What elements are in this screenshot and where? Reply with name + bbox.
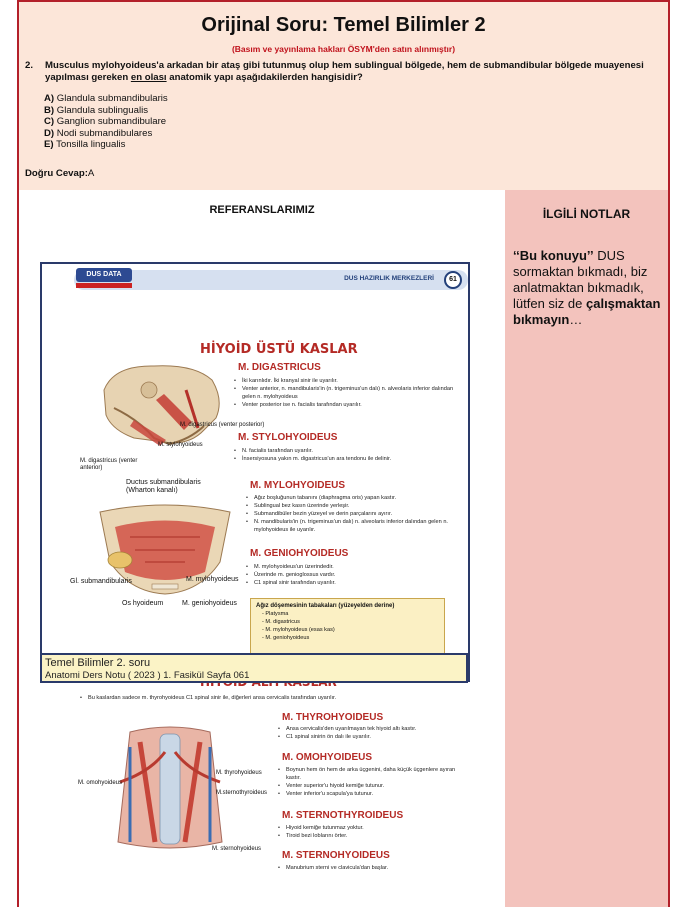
option-c[interactable] — [44, 116, 168, 128]
label-mylohyoideus: M. mylohyoideus — [186, 576, 239, 583]
main-title: HİYOİD ÜSTÜ KASLAR — [200, 342, 358, 357]
page-title: Orijinal Soru: Temel Bilimler 2 — [201, 14, 486, 36]
section-title-sternohyoideus: M. STERNOHYOIDEUS — [282, 850, 390, 861]
option-letter: A) — [44, 93, 55, 104]
bullets-thyrohyoideus — [278, 725, 468, 741]
option-a[interactable] — [44, 93, 168, 105]
option-text: Nodi submandibulares — [56, 127, 153, 139]
notes-bold-phrase: çalışmaktan bıkmayın — [513, 296, 661, 327]
option-letter: D) — [44, 127, 55, 139]
bullet: • Tiroid bezi loblarını örter. — [278, 832, 468, 840]
question-stem — [25, 60, 645, 84]
notes-text-part1: DUS sormaktan bıkmadı, biz anlatmaktan bıkmadık, lütfen siz de — [513, 248, 648, 311]
reference-page — [40, 262, 470, 882]
references-heading: REFERANSLARIMIZ — [209, 204, 315, 216]
logo-stripe — [76, 283, 132, 288]
notes-heading: İLGİLİ NOTLAR — [542, 207, 631, 221]
answer-value: A — [87, 168, 95, 179]
bullets-geniohyoideus — [246, 563, 466, 587]
skull-illustration — [94, 360, 234, 452]
notes-quote: ‘‘Bu konuyu’’ — [513, 248, 594, 263]
note-box-title: Ağız döşemesinin tabakaları (yüzeyelden derine) — [256, 603, 395, 609]
dus-data-logo — [76, 268, 132, 290]
option-letter: C) — [44, 116, 55, 128]
option-text: Glandula submandibularis — [56, 93, 168, 104]
question-text-part1: Musculus mylohyoideus'a arkadan bir ataş gibi tutunmuş olup hem sublingual bölgede, hem de submandibular bölgede muayenesi yapılması gereken — [45, 60, 644, 83]
option-d[interactable] — [44, 128, 168, 140]
bullets-mylohyoideus — [246, 494, 466, 534]
section-title-omohyoideus: M. OMOHYOIDEUS — [282, 752, 373, 763]
label-sternohyoideus: M. sternohyoideus — [212, 846, 262, 852]
label-gl-submandibularis: Gl. submandibularis — [70, 578, 132, 585]
question-panel — [19, 2, 668, 190]
note-box-item: - M. digastricus — [262, 619, 300, 625]
bullet: • Ansa cervicalis'den uyarılmayan tek hiyoid altı kastır. — [278, 725, 468, 733]
bullet: • Venter inferior'u scapula'ya tutunur. — [278, 790, 468, 798]
options-list — [44, 93, 168, 151]
section-title-mylohyoideus: M. MYLOHYOIDEUS — [250, 480, 346, 491]
copyright-note: (Basım ve yayınlama hakları ÖSYM'den satın alınmıştır) — [231, 44, 456, 54]
reference-caption — [40, 653, 468, 683]
answer-label: Doğru Cevap: — [25, 168, 88, 179]
bullets-stylohyoideus — [234, 447, 464, 463]
bullets-digastricus — [234, 377, 464, 409]
bullet: • Hiyoid kemiğe tutunmaz yoktur. — [278, 824, 468, 832]
question-text — [45, 60, 645, 84]
bullet: • N. mandibularis'in (n. trigeminus'un dalı) n. alveolaris inferior dalından gelen n. mylohyoideus ile uyarılır. — [246, 518, 466, 534]
caption-line1: Temel Bilimler 2. soru — [45, 657, 151, 669]
page-banner — [74, 270, 468, 290]
question-text-part2: anatomik yapı aşağıdakilerden hangisidir? — [166, 72, 363, 83]
notes-column — [505, 190, 668, 907]
neck-illustration — [110, 722, 230, 852]
label-os-hyoideum: Os hyoideum — [122, 600, 164, 607]
note-box-item: - Platysma — [262, 611, 289, 617]
option-e[interactable] — [44, 139, 168, 151]
logo-text: DUS DATA — [76, 268, 132, 282]
correct-answer — [25, 168, 94, 179]
caption-line2: Anatomi Ders Notu ( 2023 ) 1. Fasikül Sayfa 061 — [45, 670, 250, 681]
bullets-sternohyoideus — [278, 864, 468, 872]
note-box-item: - M. geniohyoideus — [262, 635, 310, 641]
bullet: • Üzerinde m. genioglossus vardır. — [246, 571, 466, 579]
notes-text — [513, 248, 665, 328]
section-title-geniohyoideus: M. GENIOHYOIDEUS — [250, 548, 349, 559]
bullet: • Venter posterior ise n. facialis tarafından uyarılır. — [234, 401, 464, 409]
option-text: Tonsilla lingualis — [56, 139, 126, 151]
section-title-sternothyroideus: M. STERNOTHYROIDEUS — [282, 810, 404, 821]
label-thyrohyoideus: M. thyrohyoideus — [216, 770, 262, 776]
label-sternothyroideus: M.sternothyroideus — [216, 790, 268, 796]
bullet: • Venter anterior, n. mandibularis'in (n. trigeminus'un dalı) n. alveolaris inferior dalından gelen n. mylohyoideus — [234, 385, 464, 401]
option-letter: B) — [44, 104, 55, 116]
bullet: • Manubrium sterni ve clavicula'dan başlar. — [278, 864, 468, 872]
option-letter: E) — [44, 139, 54, 151]
bullet: • Sublingual bez kasın üzerinde yerleşir. — [246, 502, 466, 510]
option-text: Ganglion submandibulare — [56, 116, 167, 128]
lower-intro — [80, 694, 460, 702]
layers-note-box — [250, 598, 445, 658]
bullet: • Submandibüler bezin yüzeyel ve derin parçalarını ayırır. — [246, 510, 466, 518]
bullet: • Bu kaslardan sadece m. thyrohyoideus C1 spinal sinir ile, diğerleri ansa cervicalis tarafından uyarılır. — [80, 694, 460, 702]
label-omohyoideus: M. omohyoideus — [78, 780, 123, 786]
notes-ellipsis: … — [569, 312, 583, 327]
bullets-sternothyroideus — [278, 824, 468, 840]
bullet: • C1 spinal sinirin ön dalı ile uyarılır. — [278, 733, 468, 741]
bullets-omohyoideus — [278, 766, 468, 798]
question-number: 2. — [25, 60, 34, 71]
bullet: • İki karınlıdır. İki kranyal sinir ile uyarılır. — [234, 377, 464, 385]
section-title-thyrohyoideus: M. THYROHYOIDEUS — [282, 712, 384, 723]
bullet: • M. mylohyoideus'un üzerindedir. — [246, 563, 466, 571]
bullet: • N. facialis tarafından uyarılır. — [234, 447, 464, 455]
bullet: • Venter superior'u hiyoid kemiğe tutunur. — [278, 782, 468, 790]
label-stylohyoideus: M. stylohyoideus — [158, 442, 203, 448]
bullet: • Ağız boşluğunun tabanını (diaphragma oris) yapan kastır. — [246, 494, 466, 502]
section-title-stylohyoideus: M. STYLOHYOIDEUS — [238, 432, 338, 443]
banner-text: DUS HAZIRLIK MERKEZLERİ — [344, 275, 434, 282]
label-digastricus-posterior: M. digastricus (venter posterior) — [180, 422, 265, 428]
page-number: 61 — [444, 271, 462, 289]
section-title-digastricus: M. DIGASTRICUS — [238, 362, 321, 373]
option-text: Glandula sublingualis — [56, 104, 148, 116]
label-ductus: Ductus submandibularis (Wharton kanalı) — [126, 479, 201, 494]
option-b[interactable] — [44, 105, 168, 117]
question-text-underlined: en olası — [130, 72, 167, 83]
label-geniohyoideus: M. geniohyoideus — [182, 600, 237, 607]
label-digastricus-anterior: M. digastricus (venter anterior) — [80, 458, 138, 471]
bullet: • Boynun hem ön hem de arka üçgenini, daha küçük üçgenlere ayıran kastır. — [278, 766, 468, 782]
bullet: • C1 spinal sinir tarafından uyarılır. — [246, 579, 466, 587]
note-box-item: - M. mylohyoideus (esas kas) — [262, 627, 335, 633]
bullet: • İnsersiyosuna yakın m. digastricus'un ara tendonu ile delinir. — [234, 455, 464, 463]
